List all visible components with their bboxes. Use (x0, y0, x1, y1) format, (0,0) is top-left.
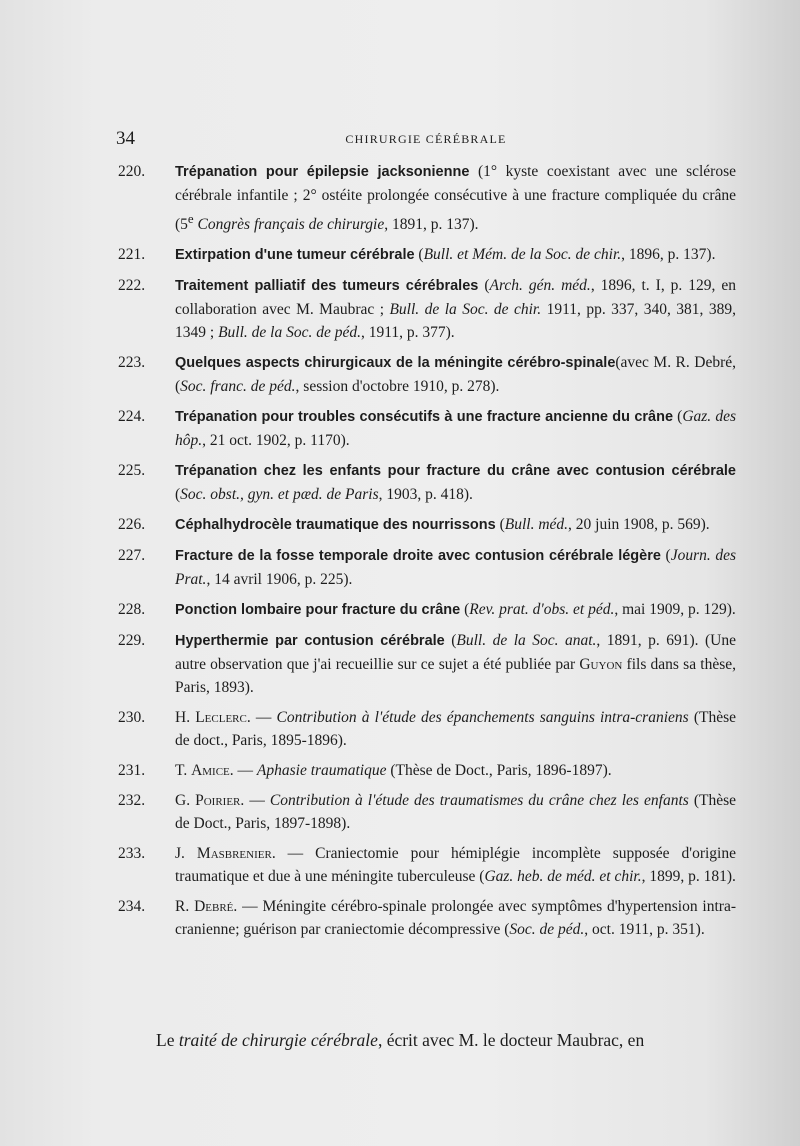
list-item (118, 706, 736, 752)
entry-superscript: e (187, 211, 194, 226)
entry-number: 233. (118, 845, 146, 863)
entry-text: . — (229, 762, 257, 780)
entry-text: ( (673, 408, 683, 426)
list-item (118, 598, 736, 622)
list-item (118, 243, 736, 267)
entry-reference: Congrès français de chirurgie (193, 216, 385, 234)
entry-reference: Bull. de la Soc. de chir. (389, 301, 542, 319)
entry-text: . — (240, 792, 270, 810)
entry-author-initial: J. (175, 845, 197, 863)
page-number: 34 (116, 128, 135, 149)
entry-text: , mai 1909, p. 129). (614, 601, 736, 619)
entry-text: , oct. 1911, p. 351). (584, 921, 705, 939)
entry-reference: Gaz. des hôp. (175, 408, 736, 450)
entry-text: ( (478, 277, 490, 295)
entry-author-initial: T. (175, 762, 192, 780)
entry-text: (Thèse de doct., Paris, 1895-1896). (175, 709, 737, 750)
entry-author: Leclerc (195, 709, 247, 727)
entry-reference: Bull. méd. (504, 516, 569, 534)
entry-number: 230. (118, 709, 146, 727)
entry-text: , 1911, p. 377). (360, 324, 455, 342)
closing-paragraph (118, 1028, 736, 1052)
entry-text: ( (660, 547, 671, 565)
entry-author-initial: G. (175, 792, 196, 810)
entry-author: Masbrenier (196, 845, 272, 863)
entry-author: Guyon (579, 656, 623, 674)
entry-reference: Bull. de la Soc. de péd. (218, 324, 361, 342)
entry-title: Traitement palliatif des tumeurs cérébrales (175, 278, 479, 295)
page-header (116, 128, 736, 152)
entry-reference: Soc. franc. de péd. (180, 378, 296, 396)
entry-reference: Contribution à l'étude des traumatismes du crâne chez les enfants (269, 792, 689, 810)
entry-text: . — (246, 709, 277, 727)
entry-number: 231. (118, 762, 146, 780)
entry-number: 232. (118, 792, 146, 810)
entry-text: , 20 juin 1908, p. 569). (568, 516, 710, 534)
entry-reference: Soc. de péd. (509, 921, 585, 939)
entry-author-initial: H. (175, 709, 196, 727)
entry-title: Céphalhydrocèle traumatique des nourrissons (175, 517, 496, 534)
entry-text: ( (495, 516, 505, 534)
entry-title: Trépanation pour troubles consécutifs à une fracture ancienne du crâne (175, 409, 674, 426)
entry-reference: Bull. et Mém. de la Soc. de chir. (423, 246, 622, 264)
entry-number: 229. (118, 632, 146, 650)
closing-tail: , écrit avec M. le docteur Maubrac, en (377, 1030, 645, 1050)
list-item (118, 629, 736, 699)
entry-number: 234. (118, 898, 146, 916)
entry-number: 227. (118, 547, 146, 565)
list-item (118, 759, 736, 782)
entry-number: 228. (118, 601, 146, 619)
entry-title: Trépanation chez les enfants pour fracture du crâne avec contusion cérébrale (175, 463, 736, 480)
entry-title: Extirpation d'une tumeur cérébrale (175, 247, 415, 264)
entry-number: 220. (118, 163, 146, 180)
entry-text: , 1903, p. 418). (378, 486, 473, 504)
list-item (118, 842, 736, 888)
entry-text: . — Craniectomie pour hémiplégie incomplète supposée d'origine traumatique et due à une méningite tuberculeuse ( (175, 845, 736, 886)
entry-text: 1911, pp. 337, 340, 381, 389, 1349 ; (175, 301, 736, 342)
entry-reference: Aphasie traumatique (256, 762, 387, 780)
closing-lead: Le (156, 1030, 179, 1050)
running-title: CHIRURGIE CÉRÉBRALE (345, 132, 507, 146)
entry-text: (Thèse de Doct., Paris, 1897-1898). (175, 792, 737, 833)
entry-text: , 21 oct. 1902, p. 1170). (202, 432, 350, 450)
entry-author: Amice (191, 762, 230, 780)
list-item (118, 459, 736, 506)
entry-number: 226. (118, 516, 146, 534)
entry-reference: Soc. obst., gyn. et pæd. de Paris (180, 486, 379, 504)
entry-title: Hyperthermie par contusion cérébrale (175, 633, 445, 650)
entry-number: 224. (118, 408, 146, 426)
closing-italic: traité de chirurgie cérébrale (178, 1030, 378, 1050)
entry-text: ( (460, 601, 470, 619)
entry-reference: Bull. de la Soc. anat. (456, 632, 597, 650)
list-item (118, 405, 736, 452)
entry-number: 223. (118, 354, 146, 372)
entry-author-initial: R. (175, 898, 195, 916)
entry-text: (avec M. R. Debré, ( (175, 354, 736, 396)
list-item (118, 544, 736, 591)
entry-text: fils dans sa thèse, Paris, 1893). (175, 656, 736, 697)
entry-title: Fracture de la fosse temporale droite avec contusion cérébrale légère (175, 548, 661, 565)
entry-text: (1° kyste coexistant avec une sclérose cérébrale infantile ; 2° ostéite prolongée consécutive à une fracture compliquée du crâne (5 (175, 163, 736, 234)
entry-text: ( (175, 486, 181, 504)
entry-reference: Journ. des Prat. (175, 547, 736, 589)
entry-author: Debré (194, 898, 234, 916)
entry-text: ( (414, 246, 424, 264)
list-item (118, 513, 736, 537)
entry-reference: Arch. gén. méd. (489, 277, 591, 295)
entry-title: Trépanation pour épilepsie jacksonienne (175, 164, 470, 180)
entry-number: 225. (118, 462, 146, 480)
list-item (118, 789, 736, 835)
entry-text: , 14 avril 1906, p. 225). (206, 571, 353, 589)
entry-author: Poirier (195, 792, 241, 810)
bibliography-list (118, 160, 736, 948)
entry-text: . — Méningite cérébro-spinale prolongée avec symptômes d'hypertension intra-cranienne; guérison par craniectomie décompressive ( (175, 898, 736, 939)
entry-number: 221. (118, 246, 146, 264)
entry-title: Quelques aspects chirurgicaux de la méningite cérébro-spinale (175, 355, 616, 372)
entry-text: , 1891, p. 137). (384, 216, 479, 234)
list-item (118, 895, 736, 941)
entry-reference: Contribution à l'étude des épanchements sanguins intra-craniens (276, 709, 689, 727)
entry-reference: Gaz. heb. de méd. et chir. (484, 868, 642, 886)
entry-text: , session d'octobre 1910, p. 278). (295, 378, 500, 396)
entry-reference: Rev. prat. d'obs. et péd. (469, 601, 615, 619)
list-item (118, 160, 736, 236)
entry-title: Ponction lombaire pour fracture du crâne (175, 602, 461, 619)
entry-text: ( (444, 632, 457, 650)
entry-text: , 1896, t. I, p. 129, en collaboration avec M. Maubrac ; (175, 277, 736, 319)
list-item (118, 274, 736, 344)
entry-text: , 1896, p. 137). (621, 246, 716, 264)
entry-number: 222. (118, 277, 146, 295)
entry-text: , 1891, p. 691). (Une autre observation que j'ai recueillie sur ce sujet a été publiée par (175, 632, 736, 674)
entry-text: (Thèse de Doct., Paris, 1896-1897). (386, 762, 612, 780)
list-item (118, 351, 736, 398)
entry-text: , 1899, p. 181). (641, 868, 736, 886)
